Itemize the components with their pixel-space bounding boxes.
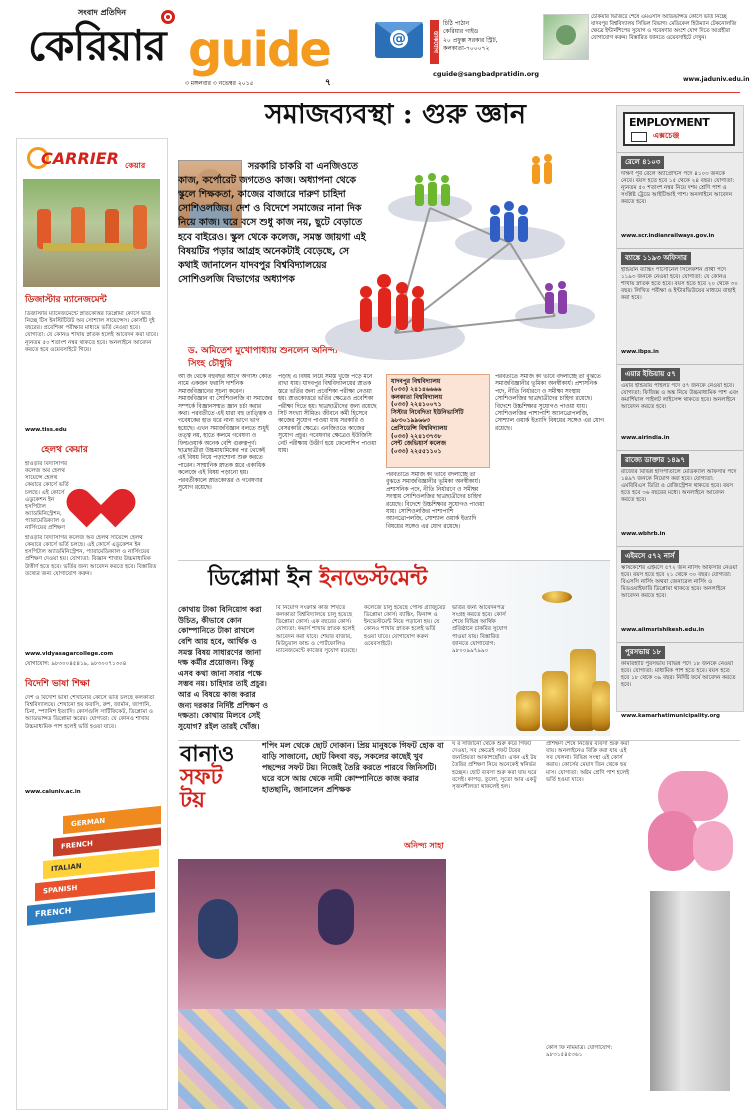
carrier-logo bbox=[27, 147, 147, 173]
book: SPANISH bbox=[35, 871, 155, 902]
figures-blue bbox=[490, 201, 528, 242]
masthead-title-en: guide bbox=[188, 22, 330, 78]
mail-address bbox=[443, 20, 498, 54]
health-text: হাওড়ার বিদ্যাসাগর কলেজ অব হেলথ সায়েন্সে হেলথ কেয়ারে কোর্সে ভর্তি চলছে। এই কোর্সে এডুকেশন ইন হসপিটাল অ্যাডমিনিস্ট্রেশন, প্যারামেডিক্যাল ও নার্সিংয়ের প্রশিক্ষণ bbox=[25, 461, 69, 531]
contact-phone: (০৩৩) ২২৪১৩৭৩৮ bbox=[391, 432, 442, 440]
mail-icon: @ bbox=[375, 22, 423, 58]
diploma-title-red: ইনভেস্টমেন্ট bbox=[319, 565, 428, 591]
target-icon bbox=[161, 10, 175, 24]
employment-item-title: রাজ্যে ডাক্তার ১৪৯৭ bbox=[621, 454, 689, 467]
lang-link[interactable]: www.caluniv.ac.in bbox=[25, 789, 81, 795]
figures-orange bbox=[532, 154, 552, 184]
health-title: হেলথ কেয়ার bbox=[41, 445, 88, 455]
employment-item-link[interactable]: www.airindia.in bbox=[621, 434, 670, 441]
carrier-logo-text: CARRIER bbox=[41, 149, 119, 168]
employment-item-text: ইন্ডিয়ান ব্যাঙ্কিং পার্সোনেল সিলেকশন প্রার্থী পদে ১১৯৩ জনকে নেওয়া হবে। যোগ্যতা: যে কোনও শাখায় স্নাতক হতে হবে। বয়স হতে হবে ২০ থেকে ৩০ বছর। লিখিত পরীক্ষা ও ইন্টারভিউয়ের মাধ্যমে বাছাই করা হবে। bbox=[621, 266, 738, 302]
coin bbox=[542, 671, 568, 731]
health-link[interactable]: www.vidyasagarcollege.com bbox=[25, 651, 114, 657]
promo-link[interactable]: www.jaduniv.edu.in bbox=[683, 76, 750, 83]
network-illustration bbox=[300, 148, 612, 378]
contact-name: সেন্ট জেভিয়ার্স কলেজ bbox=[391, 440, 446, 448]
feature-byline: ড. অমিতেশ মুখোপাধ্যায় শুনলেন অনিন্দ্য সিংহ চৌধুরি bbox=[188, 346, 338, 369]
book: GERMAN bbox=[63, 806, 161, 834]
employment-item-text: এয়ার ইন্ডিয়ায় পাইলট পদে ৫৭ জনকে নেওয়া হবে। যোগ্যতা: ফিজিক্স ও অঙ্ক নিয়ে উচ্চমাধ্যমিক পাশ এবং কমার্শিয়াল পাইলট লাইসেন্স থাকতে হবে। অনলাইনে আবেদন করতে হবে। bbox=[621, 382, 739, 411]
masthead-tagline: সংবাদ প্রতিদিন bbox=[78, 8, 127, 17]
feature-col-2: পড়াই এ বিষয় নিয়ে সমস্ত খুঁজে পড়ে মনে রাখা যায়। যাদবপুর বিশ্ববিদ্যালয়ের স্নাতক স্তরে ভর্তির জন্য প্রবেশিকা পরীক্ষা নেওয়া হয়। স্নাতকোত্তরে ভর্তির ক্ষেত্রেও প্রবেশিকা পরীক্ষা দিতে হয়। ছাত্রছাত্রীদের জন্য রয়েছে সিট সংখ্যা সীমিত। জীবনে কর্মী হিসেবে কাজের সুযোগ পাওয়া যায় সরকারি ও বেসরকারি ক্ষেত্রে। এনজিওতে কাজের সুযোগ প্রচুর। গবেষণার ক্ষেত্রেও ইউজিসি নেট পরীক্ষায় উত্তীর্ণ হয়ে ফেলোশিপ পাওয়া যায়। bbox=[278, 374, 377, 455]
feature-headline: সমাজব্যবস্থা : গুরু জ্ঞান bbox=[264, 99, 526, 130]
mail-box bbox=[375, 14, 540, 82]
mail-line: কলকাতা-৭০০০৭২ bbox=[443, 45, 490, 53]
figures-green bbox=[415, 173, 450, 206]
diploma-intro: কোথায় টাকা বিনিয়োগ করা উচিত, কীভাবে কোন কোম্পানিতে টাকা রাখলে বেশি আয় হবে, আর্থিক ও সমস্ত বিষয় সাধারণের জানা দক্ষ কর্মীর প্রয়োজন। কিন্তু এসব কথা জানা সবার পক্ষে সম্ভব নয়। চাহিদার তাই প্রচুর। আর এ বিষয়ে কাজ করার জন্য দরকার নির্দিষ্ট প্রশিক্ষণ ও দক্ষতা। কোথায় মিলবে সেই সুযোগ? রইল তারই খোঁজ। bbox=[178, 605, 269, 731]
feature-col-3: পরবর্তীতে সমাজ কী ভাবে বদলাচ্ছে তা বুঝতে সমাজবিজ্ঞানীর ভূমিকা অনস্বীকার্য। প্রশাসনিক পদে, নীতি নির্ধারণে ও সমীক্ষা সংস্থায় সোশিওলজির ছাত্রছাত্রীদের চাহিদা রয়েছে। বিদেশে উচ্চশিক্ষার সুযোগও পাওয়া যায়। সোশিওলজির পাশাপাশি অ্যানথ্রোপলজি, সোশ্যাল ওয়ার্ক ইত্যাদি বিষয়ের সঙ্গেও এর যোগ রয়েছে। bbox=[386, 472, 485, 530]
disaster-link[interactable]: www.tiss.edu bbox=[25, 427, 67, 433]
employment-logo-sub: এক্সচেঞ্জ bbox=[653, 131, 680, 140]
disaster-title: ডিজাস্টার ম্যানেজমেন্ট bbox=[25, 295, 107, 305]
diploma-col-3: ভর্তির জন্য আবেদনপত্র সংগ্রহ করতে হবে। কোর্স শেষে বিভিন্ন আর্থিক প্রতিষ্ঠানে চাকরির সুযোগ পাওয়া যায়। বিস্তারিত জানতে যোগাযোগ: ৯৮০০৯৯৭৯৯০ bbox=[452, 605, 508, 654]
feature-intro: সরকারি চাকরি বা এনজিওতে কাজ, কর্পোরেট জগতেও কাজ। অধ্যাপনা থেকে স্কুলে শিক্ষকতা, কাজের বাজারে দারুণ চাহিদা সোশিওলজির। দেশ ও বিদেশে সমাজের নানা দিক নিয়ে কাজ। ঘরে বসে শুধু কাজ নয়, ছুটে বেড়াতে হবে বাইরেও। স্কুল থেকে কলেজ, সমস্ত জায়গা এই বিষয়টির পড়ার আগ্রহ অনেকটাই বেড়েছে, সে কথাই জানালেন যাদবপুর বিশ্ববিদ্যালয়ের সোশিওলজি বিভাগের অধ্যাপক bbox=[178, 161, 366, 285]
issue-date: ৩ ম়ঙ্গলবার ৩ নভেম্বর ২০১৫ bbox=[185, 80, 254, 87]
mail-line: চিঠি পাঠান bbox=[443, 20, 470, 27]
employment-item bbox=[617, 546, 743, 642]
coin bbox=[542, 591, 572, 603]
toy-col-3: কোর্স ফি নামমাত্র। যোগাযোগ: ৯৮৩১৫৪৫৩৬১ bbox=[546, 1045, 613, 1059]
employment-item-text: কামারহাটি পুরসভায় বিভিন্ন পদে ১৮ জনকে নেওয়া হবে। যোগ্যতা: মাধ্যমিক পাশ হতে হবে। বয়স হতে হবে ১৮ থেকে ৩৯ বছর। নির্দিষ্ট ফর্মে আবেদন করতে হবে। bbox=[621, 660, 736, 689]
employment-item-link[interactable]: www.kamarhatimunicipality.org bbox=[621, 712, 720, 719]
diploma-title-black: ডিপ্লোমা ইন bbox=[208, 565, 312, 591]
toy-col-1: ঘ র সাজানো থেকে শুরু করে গিফট দেওয়া, সব ক্ষেত্রেই সফট টয়ের জনপ্রিয়তা আকাশছোঁয়া। এখন এই টয় তৈরির প্রশিক্ষণ নিয়ে অনেকেই স্বনির্ভর হচ্ছেন। ছোট ব্যবসা শুরু করা যায় ঘরে বসেই। কাপড়, তুলো, সুতো আর একটু সৃজনশীলতা থাকলেই হল। bbox=[452, 741, 537, 790]
lang-text: দেশ ও বিদেশি ভাষা শেখানোর কোর্সে ভর্তি চলছে কলকাতা বিশ্ববিদ্যালয়ে। শেখানো হয় ফরাসি, রুশ, জার্মান, জাপানি, চিনা, স্প্যানিশ ইত্যাদি। কোর্সগুলি সার্টিফিকেট, ডিপ্লোমা ও অ্যাডভান্সড ডিপ্লোমা স্তরের। যোগ্যতা: যে কোনও শাখায় উচ্চমাধ্যমিক পাশ হলেই ভর্তি হওয়া যাবে। bbox=[25, 695, 155, 730]
employment-logo-text: EMPLOYMENT bbox=[629, 116, 710, 129]
contacts-box bbox=[386, 374, 490, 468]
health-text-2 bbox=[25, 535, 159, 647]
book: FRENCH bbox=[53, 827, 161, 856]
disaster-photo bbox=[23, 179, 160, 287]
toy-workshop-photo bbox=[178, 859, 446, 1109]
toy-col-2: প্রশিক্ষণ শেষে নিজের ব্যবসা শুরু করা যায়। অনলাইনেও বিক্রি করা যায় এই সব খেলনা। বিভিন্ন সংস্থা এই কোর্স করায়। কোর্সের মেয়াদ তিন থেকে ছয় মাস। যোগ্যতা: অষ্টম শ্রেণি পাশ হলেই ভর্তি হওয়া যাবে। bbox=[546, 741, 630, 783]
toy-title-1: বানাও bbox=[180, 741, 235, 767]
diploma-title bbox=[208, 565, 427, 593]
employment-item-link[interactable]: www.wbhrb.in bbox=[621, 530, 666, 537]
network-disc bbox=[325, 316, 465, 360]
promo-text: চেকিয়ার ভিজিটে শেষে এমএসসি অ্যাডভান্সড কোর্সে ভর্তি নিচ্ছে যাদবপুর বিশ্ববিদ্যালয় সিভিল বিভাগ। মেডিকেল হিউম্যান টেকনোলজি ক্ষেত্রে ইন্টার্নশিপের সুযোগ ও গবেষণার অংশে যোগ দিতে আগ্রহীরা যোগাযোগ করুন। বিস্তারিত জানতে ওয়েবসাইটে দেখুন। bbox=[591, 14, 737, 41]
diploma-section bbox=[178, 560, 610, 736]
employment-item-title: রেলে ৪১০৩ bbox=[621, 156, 664, 169]
header-rule bbox=[15, 92, 740, 93]
mail-line: ২০ প্রফুল্ল সরকার স্ট্রিট, bbox=[443, 36, 498, 44]
feature-col-4: পরবর্তীতে সমাজ কী ভাবে বদলাচ্ছে তা বুঝতে সমাজবিজ্ঞানীর ভূমিকা অনস্বীকার্য। প্রশাসনিক পদে, নীতি নির্ধারণে ও সমীক্ষা সংস্থায় সোশিওলজির ছাত্রছাত্রীদের চাহিদা রয়েছে। বিদেশে উচ্চশিক্ষার সুযোগও পাওয়া যায়। সোশিওলজির পাশাপাশি অ্যানথ্রোপলজি, সোশ্যাল ওয়ার্ক ইত্যাদি বিষয়ের সঙ্গেও এর যোগ রয়েছে। bbox=[495, 374, 604, 432]
promo-box bbox=[543, 14, 750, 86]
diploma-col-1: বি নিয়োগ সংক্রান্ত কাজ শিখতে কলকাতা বিশ্ববিদ্যালয়ে চালু হয়েছে ডিপ্লোমা কোর্স। এক বছরের কোর্স। যোগ্যতা: কমার্স শাখায় স্নাতক হলেই আবেদন করা যাবে। শেয়ার বাজার, মিউচুয়াল ফান্ড ও পোর্টফোলিও ম্যানেজমেন্টে কাজের সুযোগ রয়েছে। bbox=[276, 605, 357, 654]
employment-list bbox=[617, 152, 743, 738]
heart-icon bbox=[75, 469, 127, 517]
employment-item-text: রাজ্যের বিভিন্ন হাসপাতালে মেডিক্যাল অফিসার পদে ১৪৯৭ জনকে নিয়োগ করা হবে। যোগ্যতা: এমবিবিএস ডিগ্রি ও রেজিস্ট্রেশন থাকতে হবে। বয়স হতে হবে ৩৬ বছরের মধ্যে। অনলাইনে আবেদন করতে হবে। bbox=[621, 468, 737, 504]
toy-title-2: সফট bbox=[180, 764, 223, 791]
contact-name: যাদবপুর বিশ্ববিদ্যালয় bbox=[391, 378, 441, 385]
feature-col-1: আ জ থেকে বহুবছর আগে অগাস্ট কোঁত নামে একজন ফরাসি দার্শনিক সমাজবিজ্ঞানের সূচনা করেন। সমাজবিজ্ঞান বা সোশিওলজি বা সমাজের সম্পর্কে বিজ্ঞানসম্মত জ্ঞান চর্চা করার কথা। পরবর্তীতে এই ধারা বহু তাত্ত্বিক ও গবেষকের হাত ধরে নানা ভাগে ভাগ হয়েছে। এখন সমাজবিজ্ঞান বলতে শুধুই তত্ত্ব নয়, হাতে কলমে গবেষণা ও ফিল্ডওয়ার্ক অনেক বেশি গুরুত্বপূর্ণ। ছাত্রছাত্রীরা উচ্চমাধ্যমিকের পর থেকেই এই বিষয় নিয়ে পড়াশোনা শুরু করতে পারেন। সাম্মানিক স্নাতক স্তরে একাধিক কলেজে এই বিষয় পড়ানো হয়। পরবর্তীকালে স্নাতকোত্তর ও গবেষণার সুযোগ রয়েছে। bbox=[178, 374, 273, 492]
envelope-icon bbox=[631, 132, 647, 142]
employment-item bbox=[617, 152, 743, 248]
employment-logo bbox=[623, 112, 735, 146]
toy-title-3: টয় bbox=[180, 787, 205, 814]
contact-item bbox=[391, 378, 485, 456]
toy-section bbox=[178, 740, 740, 1111]
promo-image bbox=[543, 14, 589, 60]
employment-item-text: ঋষিকেশের এইমসে ৫৭২ জন নার্সিং অফিসার নেওয়া হবে। বয়স হতে হবে ২১ থেকে ৩০ বছর। যোগ্যতা: বিএসসি নার্সিং অথবা জেনারেল নার্সিং ও মিডওয়াইফারি ডিপ্লোমা থাকতে হবে। অনলাইনে আবেদন করতে হবে। bbox=[621, 564, 738, 600]
book: FRENCH bbox=[27, 892, 155, 925]
health-phone: যোগাযোগ: ৯৮৩০০৪৫৪১৯, ৯৮৩০০৭১৩০৪ bbox=[25, 661, 127, 667]
employment-item-title: ব্যাঙ্কে ১১৯৩ অফিসার bbox=[621, 252, 691, 265]
employment-item-link[interactable]: www.aiimsrishikesh.edu.in bbox=[621, 626, 705, 633]
page-number: ৭ bbox=[325, 78, 331, 88]
contact-name: কলকাতা বিশ্ববিদ্যালয় bbox=[391, 393, 443, 401]
coin bbox=[516, 691, 540, 731]
lang-title: বিদেশি ভাষা শিক্ষা bbox=[25, 679, 90, 689]
contact-phone: (০৩৩) ২২৪১০০৭১ bbox=[391, 401, 442, 409]
health-text-copy: হাওড়ার বিদ্যাসাগর কলেজ অব হেলথ সায়েন্সে হেলথ কেয়ারে কোর্সে ভর্তি চলছে। এই কোর্সে এডুকেশন ইন হসপিটাল অ্যাডমিনিস্ট্রেশন, প্যারামেডিক্যাল ও নার্সিংয়ের প্রশিক্ষণ দেওয়া হয়। যোগ্যতা: বিজ্ঞান শাখায় উচ্চমাধ্যমিক উত্তীর্ণ হতে হবে। ভর্তির জন্য আবেদন করতে হবে। বিস্তারিত তথ্যের জন্য যোগাযোগ করুন। bbox=[25, 535, 157, 577]
employment-item-title: এইমসে ৫৭২ নার্স bbox=[621, 550, 679, 563]
toy-byline: অনিন্দ্য সাহা bbox=[404, 841, 444, 850]
employment-item-link[interactable]: www.scr.indianrailways.gov.in bbox=[621, 232, 715, 239]
pink-toys-photo bbox=[638, 751, 738, 1109]
mail-tag: ডাকযোগ bbox=[430, 20, 439, 64]
carrier-sidebar bbox=[16, 138, 168, 1110]
masthead-title-bn: কেরিয়ার bbox=[28, 21, 166, 70]
contact-phone: (০৩৩) ২২৫৫১১০১ bbox=[391, 448, 442, 456]
employment-sidebar bbox=[616, 105, 744, 719]
employment-item bbox=[617, 248, 743, 364]
diploma-col-2: কলেজে চালু হয়েছে পোস্ট গ্র্যাজুয়েট ডিপ্লোমা কোর্স। ব্যাঙ্কিং, ফিনান্স ও ইনভেস্টমেন্ট নিয়ে পড়ানো হয়। যে কোনও শাখায় স্নাতক হলেই ভর্তি হওয়া যাবে। যোগাযোগ করুন ওয়েবসাইটে। bbox=[364, 605, 446, 647]
toy-title bbox=[180, 743, 234, 812]
coins-illustration bbox=[512, 591, 610, 736]
employment-item-title: পুরসভায় ১৮ bbox=[621, 646, 665, 659]
employment-item-link[interactable]: www.ibps.in bbox=[621, 348, 659, 355]
contact-phone: (০৩৩) ২৪১৪৬৬৬৬ bbox=[391, 385, 442, 393]
employment-item bbox=[617, 450, 743, 546]
book: ITALIAN bbox=[43, 849, 159, 879]
mail-email[interactable]: cguide@sangbadpratidin.org bbox=[433, 70, 540, 78]
contact-phone: ৯৮৩০১৯৯৬৬৩ bbox=[391, 416, 430, 424]
mail-line: কেরিয়ার গাইড bbox=[443, 28, 479, 36]
toy-intro: শপিং মল থেকে ছোট দোকান। প্রিয় মানুষকে গিফট হোক বা বাড়ি সাজানো, ছোট কিংবা বড়, সকলের কাছেই খুব পছন্দের সফট টয়। নিজেই তৈরি করতে পারবে জিনিসটি। ঘরে বসে আয় থেকে নামী কোম্পানিতে কাজ করার হাতছানি, জানালেন প্রশিক্ষক bbox=[262, 741, 444, 794]
carrier-logo-sub: কেয়ার bbox=[125, 161, 146, 170]
coin bbox=[592, 681, 610, 731]
employment-item-text: দক্ষিণ পূর্ব রেলে অ্যাপ্রেন্টিস পদে ৪১০৩ জনকে নেবে। বয়স হতে হবে ১৫ থেকে ২৪ বছর। যোগ্যতা: ন্যূনতম ৫০ শতাংশ নম্বর নিয়ে দশম শ্রেণি পাশ ও সংশ্লিষ্ট ট্রেডে আইটিআই পাশ। অনলাইনে আবেদন করতে হবে। bbox=[621, 170, 735, 206]
masthead bbox=[28, 8, 348, 90]
employment-item bbox=[617, 364, 743, 450]
disaster-text: ডিজাস্টার ম্যানেজমেন্টে স্নাতকোত্তর ডিপ্লোমা কোর্সে ভর্তি নিচ্ছে টিস ইনস্টিটিউট অব সোশ্যাল সায়েন্সেস। কোর্সটি দুই বছরের। প্রবেশিকা পরীক্ষার মাধ্যমে ভর্তি নেওয়া হবে। যোগ্যতা: যে কোনও শাখায় স্নাতক হলেই আবেদন করা যাবে। ন্যূনতম ৫০ শতাংশ নম্বর থাকতে হবে। অনলাইনে আবেদন করতে হবে ওয়েবসাইটে গিয়ে। bbox=[25, 311, 159, 353]
employment-item bbox=[617, 642, 743, 738]
contact-name: প্রেসিডেন্সি বিশ্ববিদ্যালয় bbox=[391, 424, 448, 432]
employment-item-title: এয়ার ইন্ডিয়ায় ৫৭ bbox=[621, 368, 680, 381]
books-illustration bbox=[23, 807, 160, 947]
contact-name: সিস্টার নিবেদিতা ইউনিভার্সিটি bbox=[391, 409, 464, 417]
